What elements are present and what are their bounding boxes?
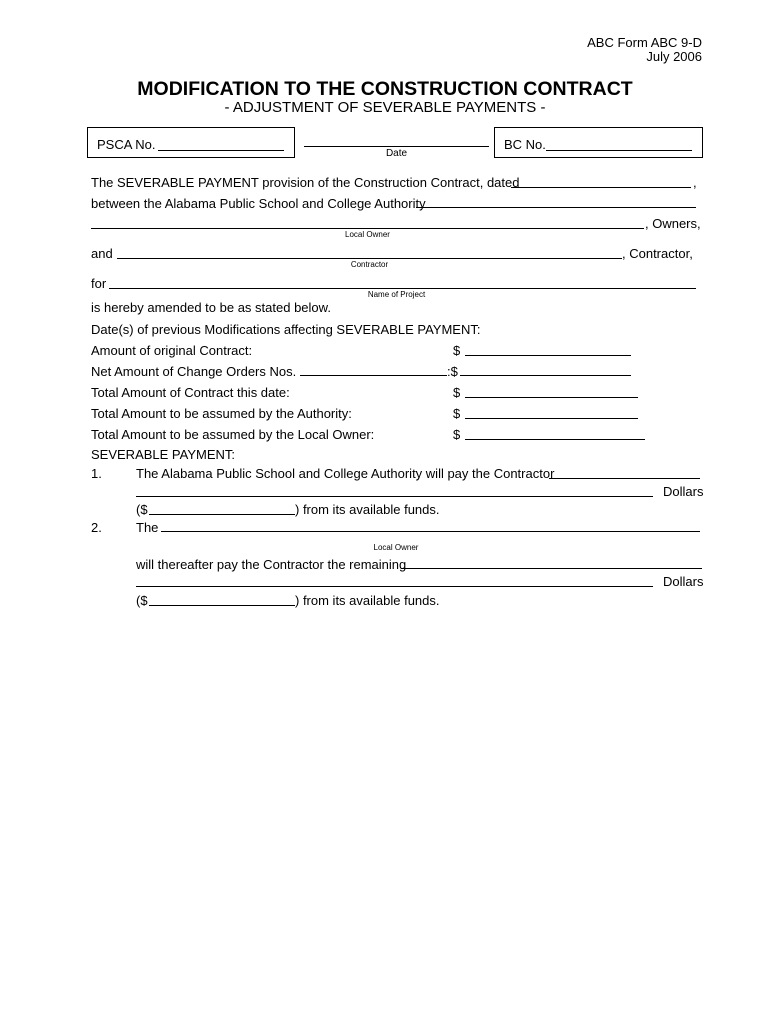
item2-amount-input[interactable] — [149, 605, 295, 606]
contract-date-input[interactable] — [511, 187, 691, 188]
date-caption: Date — [385, 148, 408, 159]
local-owner-input[interactable] — [91, 228, 644, 229]
item1-amount-words-cont-input[interactable] — [136, 496, 653, 497]
psca-label: PSCA No. — [97, 137, 156, 152]
change-orders-nos-input[interactable] — [300, 375, 447, 376]
total-amount-input[interactable] — [465, 397, 638, 398]
and-label: and — [91, 246, 113, 261]
dollars-label: Dollars — [663, 574, 704, 589]
total-amount-label: Total Amount of Contract this date: — [91, 385, 290, 400]
project-input[interactable] — [109, 288, 696, 289]
item1-text: The Alabama Public School and College Authority will pay the Contractor — [136, 466, 555, 481]
page-subtitle: - ADJUSTMENT OF SEVERABLE PAYMENTS - — [224, 99, 546, 116]
date-input[interactable] — [304, 146, 489, 147]
dollar-sign: $ — [453, 406, 461, 421]
form-id: ABC Form ABC 9-D — [587, 35, 702, 50]
owner-amount-input[interactable] — [465, 439, 645, 440]
owners-suffix: , Owners, — [645, 216, 701, 231]
item2-text: will thereafter pay the Contractor the remaining — [136, 557, 407, 572]
dollars-label: Dollars — [663, 484, 704, 499]
authority-text: between the Alabama Public School and College Authority — [91, 196, 426, 211]
original-amount-input[interactable] — [465, 355, 631, 356]
authority-amount-input[interactable] — [465, 418, 638, 419]
dollar-sign: $ — [453, 385, 461, 400]
psca-input[interactable] — [158, 150, 284, 151]
amended-text: is hereby amended to be as stated below. — [91, 300, 331, 315]
item1-amount-input[interactable] — [149, 514, 295, 515]
item1-number: 1. — [91, 466, 102, 481]
bc-label: BC No. — [504, 137, 546, 152]
local-owner-caption: Local Owner — [345, 230, 390, 239]
item2-number: 2. — [91, 520, 102, 535]
contractor-suffix: , Contractor, — [622, 246, 693, 261]
bc-input[interactable] — [546, 150, 692, 151]
paren-dollar: ($ — [136, 593, 148, 608]
authority-line-input[interactable] — [416, 207, 696, 208]
funds-text: ) from its available funds. — [295, 502, 440, 517]
change-orders-label: Net Amount of Change Orders Nos. — [91, 364, 297, 379]
previous-mods-text: Date(s) of previous Modifications affecting SEVERABLE PAYMENT: — [91, 322, 481, 337]
page-title: MODIFICATION TO THE CONSTRUCTION CONTRACT — [137, 78, 633, 100]
item2-amount-words-input[interactable] — [401, 568, 702, 569]
authority-amount-label: Total Amount to be assumed by the Authority: — [91, 406, 352, 421]
form-date: July 2006 — [646, 49, 702, 64]
item2-local-owner-input[interactable] — [161, 531, 700, 532]
original-amount-label: Amount of original Contract: — [91, 343, 253, 358]
for-label: for — [91, 276, 107, 291]
item2-caption: Local Owner — [373, 543, 419, 552]
paren-dollar: ($ — [136, 502, 148, 517]
contractor-input[interactable] — [117, 258, 622, 259]
comma: , — [693, 175, 697, 190]
item2-amount-words-cont-input[interactable] — [136, 586, 653, 587]
contract-dated-text: The SEVERABLE PAYMENT provision of the Construction Contract, dated — [91, 175, 520, 190]
item2-the: The — [136, 520, 159, 535]
change-orders-amount-input[interactable] — [460, 375, 631, 376]
severable-heading: SEVERABLE PAYMENT: — [91, 447, 236, 462]
contractor-caption: Contractor — [350, 260, 389, 269]
dollar-sign: $ — [453, 427, 461, 442]
dollar-sign: $ — [453, 343, 461, 358]
colon-dollar: :$ — [447, 364, 458, 379]
funds-text: ) from its available funds. — [295, 593, 440, 608]
owner-amount-label: Total Amount to be assumed by the Local Owner: — [91, 427, 375, 442]
project-caption: Name of Project — [367, 290, 426, 299]
item1-amount-words-input[interactable] — [549, 478, 700, 479]
